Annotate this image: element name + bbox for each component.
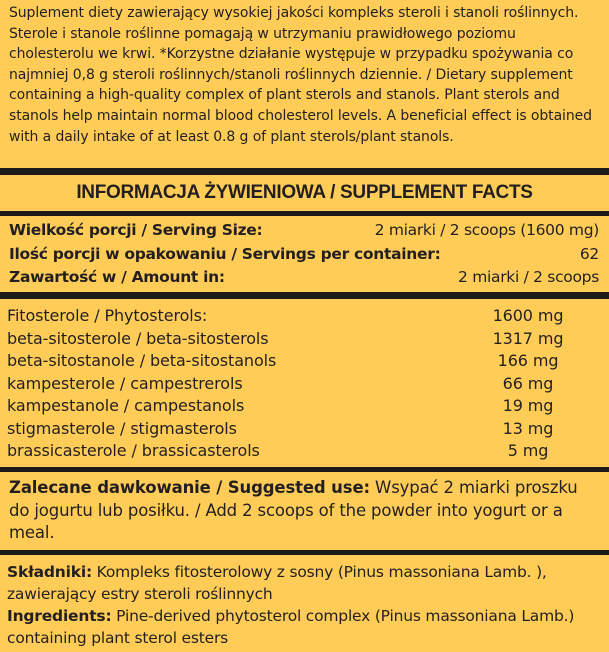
serving-size-value: 2 miarki / 2 scoops (1600 mg) [374,221,599,239]
nutrient-name: kampestanole / campestanols [7,396,245,415]
intro-text: Suplement diety zawierający wysokiej jakości kompleks steroli i stanoli roślinnych. Sterole i stanole roślinne pomagają w utrzymaniu prawidłowego poziomu cholesterolu we krwi. *Korzystne działanie występuje w przypadku spożywania co najmniej 0,8 g steroli roślinnych/stanoli roślinnych dziennie. / Dietary supplement containing a high-quality complex of plant sterols and stanols. Plant sterols and stanols help maintain normal blood cholesterol levels. A beneficial effect is obtained with a daily intake of at least 0.8 g of plant sterols/plant stanols. [9,5,592,145]
nutrient-row [7,349,597,372]
suggested-use-label: Zalecane dawkowanie / Suggested use: [9,478,370,497]
serving-size-label: Wielkość porcji / Serving Size: [9,221,263,239]
nutrient-row [7,327,597,350]
suggested-use-text: Wsypać 2 miarki proszku do jogurtu lub posiłku. / Add 2 scoops of the powder into yogurt or a meal. [9,478,578,542]
amount-in-value: 2 miarki / 2 scoops [458,268,599,286]
suggested-use [9,477,601,545]
ingredients-en-text: Pine-derived phytosterol complex (Pinus massoniana Lamb.) containing plant sterol esters [7,607,575,647]
nutrient-name: kampesterole / campestrerols [7,373,243,393]
nutrient-name: stigmasterole / stigmasterols [7,418,237,438]
nutrient-row [7,417,597,440]
servings-per-container-label: Ilość porcji w opakowaniu / Servings per container: [9,245,441,263]
nutrient-amount: 1317 mg [492,328,564,348]
divider-serving [0,292,609,299]
serving-size-row [9,219,599,241]
nutrient-name: beta-sitostanole / beta-sitostanols [7,351,277,370]
nutrient-row [7,439,597,462]
servings-per-container-value: 62 [579,245,599,263]
amount-in-row [9,266,599,288]
ingredients-pl-text: Kompleks fitosterolowy z sosny (Pinus massoniana Lamb. ), zawierający estry steroli roślinnych [7,563,547,603]
nutrient-amount: 19 mg [502,396,554,415]
nutrient-amount: 13 mg [502,418,554,438]
divider-nutrients [0,467,609,472]
nutrient-row [7,304,597,327]
amount-in-label: Zawartość w / Amount in: [9,268,225,286]
nutrient-name: beta-sitosterole / beta-sitosterols [7,328,269,348]
divider-usage [0,550,609,555]
nutrient-amount: 5 mg [507,441,549,460]
nutrient-amount: 1600 mg [492,306,564,325]
nutrient-amount: 66 mg [502,373,554,393]
ingredients-pl [7,562,603,605]
nutrient-amount: 166 mg [497,351,559,370]
servings-per-container-row [9,243,599,265]
ingredients-en [7,606,603,649]
divider-top [0,168,609,175]
divider-title [0,211,609,216]
ingredients-pl-label: Składniki: [7,563,92,581]
nutrient-name: Fitosterole / Phytosterols: [7,306,208,325]
nutrient-name: brassicasterole / brassicasterols [7,441,260,460]
facts-title: INFORMACJA ŻYWIENIOWA / SUPPLEMENT FACTS [76,182,533,203]
nutrient-row [7,394,597,417]
nutrient-row [7,372,597,395]
ingredients-en-label: Ingredients: [7,607,112,625]
